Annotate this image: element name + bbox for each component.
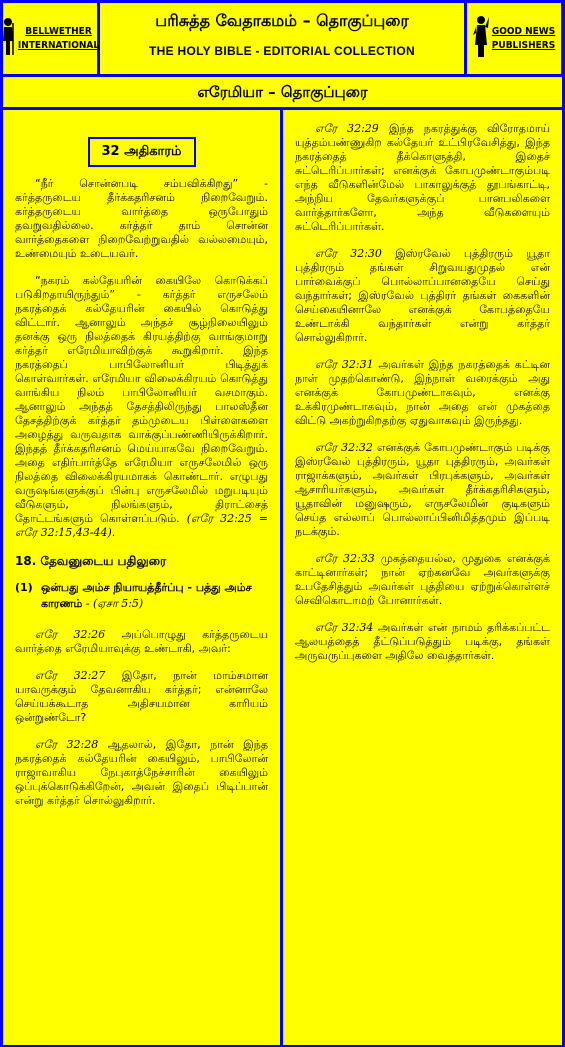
logo-right-line2: PUBLISHERS <box>491 39 556 51</box>
verse-ref: எரே 32:31 <box>315 358 374 371</box>
verse-text: இதோ, நான் மாம்சமான யாவருக்கும் தேவனாகிய கர்த்தர்; என்னாலே செய்யக்கூடாத அதிசயமான காரியம் ஒன்றுண்டோ? <box>15 669 268 724</box>
title-tamil: பரிசுத்த வேதாகமம் – தொகுப்புரை <box>155 11 409 30</box>
verse-ref: எரே 32:26 <box>35 628 106 641</box>
section-heading: 18. தேவனுடைய பதிலுரை <box>15 554 167 568</box>
verse-32-27 <box>15 669 268 725</box>
logo-right <box>467 3 561 74</box>
chapter-heading: 32 அதிகாரம் <box>88 137 196 167</box>
verse-text: அப்பொழுது கர்த்தருடைய வார்த்தை எரேமியாவுக்கு உண்டாகி, அவர்: <box>15 628 268 655</box>
verse-text: ஆதலால், இதோ, நான் இந்த நகரத்தைக் கல்தேயரின் கையிலும், பாபிலோன் ராஜாவாகிய நேபுகாத்நேச்சாரின் கையிலும் ஒப்புக்கொடுக்கிறேன், அவன் இதைப் பிடிப்பான் என்று கர்த்தர் சொல்லுகிறார். <box>15 738 268 807</box>
logo-left-line1: BELLWETHER <box>25 25 92 37</box>
verse-text: இஸ்ரவேல் புத்திரரும் யூதா புத்திரரும் தங்கள் சிறுவயதுமுதல் என் பார்வைக்குப் பொல்லாப்பானதையே செய்து வந்தார்கள்; இஸ்ரவேல் புத்திரர் தங்கள் கைகளின் செய்கையினாலே எனக்குக் கோபத்தையே உண்டாக்கி வந்தார்கள் என்று கர்த்தர் சொல்லுகிறார். <box>295 247 550 344</box>
verse-32-29 <box>295 122 550 234</box>
verse-ref: எரே 32:28 <box>35 738 99 751</box>
subsection-number: (1) <box>15 581 33 594</box>
logo-left-line2: INTERNATIONAL <box>17 39 100 51</box>
commentary-text: “நகரம் கல்தேயரின் கையிலே கொடுக்கப் படுகிறதாயிருந்தும்” - கர்த்தர் எருசலேம் நகரத்தைக் கல்தேயரின் கையில் கொடுத்து விட்டார். ஆனாலும் அந்தச் சூழ்நிலையிலும் தனக்கு ஒரு நிலத்தைக் கிரயத்திற்கு வாங்குமாறு கர்த்தர் எரேமியாவிற்குக் கூறுகிறார். இந்த நகரத்தைப் பாபிலோனியர் பிடித்துக் கொள்வார்கள். எரேமியா விலைக்கிரயம் கொடுத்து வாங்கிய நிலம் பாபிலோனியர் வசமாகும். ஆனாலும் அந்தத் தேசத்திலிருந்து பாலஸ்தீன தேசத்திற்குக் கர்த்தர் தம்முடைய பிள்ளைகளை அழைத்து வருவதாக வாக்குப்பண்ணியிருக்கிறார். இந்தத் தீர்க்கதரிசனம் மெய்யாகவே நிறைவேறும். அதை எதிர்பார்த்தே எரேமியா எருசலேமில் ஒரு நிலத்தை விலைக்கிரயமாகக் கொண்டார். எழுபது வருஷங்களுக்குப் பின்பு எருசலேமில் மறுபடியும் வீடுகளும், நிலங்களும், திராட்சைத் தோட்டங்களும் கொள்ளப்படும். <box>15 274 268 525</box>
right-column <box>283 110 562 1045</box>
verse-32-34 <box>295 621 550 663</box>
verse-text: அவர்கள் இந்த நகரத்தைக் கட்டின நாள் முதற்கொண்டு, இந்நாள் வரைக்கும் அது எனக்குக் கோபமுண்டாகவும், எனக்கு உக்கிரமுண்டாகவும், நான் அதை என் முகத்தை விட்டு அகற்றுகிறதற்கு ஏதுவாகவும் இருந்தது. <box>295 358 550 427</box>
verse-32-26 <box>15 628 268 656</box>
verse-ref: எரே 32:30 <box>315 247 382 260</box>
verse-ref: எரே 32:27 <box>35 669 106 682</box>
commentary-reference: (எரே 32:25 = எரே 32:15,43-44). <box>15 512 268 539</box>
title-english: THE HOLY BIBLE - EDITORIAL COLLECTION <box>148 44 415 58</box>
verse-32-32 <box>295 441 550 539</box>
verse-ref: எரே 32:32 <box>315 441 373 454</box>
verse-32-33 <box>295 552 550 608</box>
logo-right-line1: GOOD NEWS <box>491 25 556 37</box>
verse-text: எனக்குக் கோபமுண்டாகும் படிக்கு இஸ்ரவேல் புத்திரரும், யூதா புத்திரரும், அவர்கள் ராஜாக்களும், அவர்கள் பிரபுக்களும், அவர்கள் ஆசாரியர்களும், அவர்கள் தீர்க்கதரிசிகளும், யூதாவின் மனுஷரும், எருசலேமின் குடிகளும் செய்த எல்லாப் பொல்லாப்பினிமித்தமும் இப்படி நடக்கும். <box>295 441 550 538</box>
intro-paragraph: “நீர் சொன்னபடி சம்பவிக்கிறது” - கர்த்தருடைய தீர்க்கதரிசனம் நிறைவேறும். கர்த்தருடைய வார்த்தை ஒருபோதும் தவறுவதில்லை. கர்த்தர் தாம் சொன்ன வார்த்தைகளை நிறைவேற்றுவதில் வல்லமையும், உண்மையும் உடையவர். <box>15 177 268 260</box>
person-icon <box>1 17 15 61</box>
verse-ref: எரே 32:33 <box>315 552 375 565</box>
subsection-title: ஒன்பது அம்ச நியாயத்தீர்ப்பு - பத்து அம்ச காரணம் <box>41 581 252 610</box>
verse-ref: எரே 32:29 <box>315 122 379 135</box>
verse-text: முகத்தையல்ல, முதுகை எனக்குக் காட்டினார்கள்; நான் ஏற்கனவே அவர்களுக்கு உபதேசித்தும் அவர்கள் புத்தியை ஏற்றுக்கொள்ளச் செவிகொடாமற் போனார்கள். <box>295 552 550 607</box>
header-title <box>100 3 464 74</box>
verse-32-28 <box>15 738 268 808</box>
verse-text: அவர்கள் என் நாமம் தரிக்கப்பட்ட ஆலயத்தைத் தீட்டுப்படுத்தும் படிக்கு, தங்கள் அருவருப்புகளை அதிலே வைத்தார்கள். <box>295 621 550 662</box>
verse-text: இந்த நகரத்துக்கு விரோதமாய் யுத்தம்பண்ணுகிற கல்தேயர் உட்பிரவேசித்து, இந்த நகரத்தைத் தீக்கொளுத்தி, இதைச் சுட்டெரிப்பார்கள்; எனக்குக் கோபமுண்டாகும்படி எந்த வீடுகளின்மேல் பாகாலுக்குத் தூபங்காட்டி, அந்நிய தேவர்களுக்குப் பானபலிகளை வார்த்தார்களோ, அந்த வீடுகளையும் சுட்டெரிப்பார்கள். <box>295 122 550 233</box>
logo-left <box>3 3 100 74</box>
subsection-heading <box>15 580 268 612</box>
verse-32-30 <box>295 247 550 345</box>
verse-ref: எரே 32:34 <box>315 621 374 634</box>
left-column <box>3 110 280 1045</box>
verse-32-31 <box>295 358 550 428</box>
angel-trumpet-icon <box>473 15 489 63</box>
commentary-paragraph <box>15 274 268 540</box>
book-subtitle: எரேமியா – தொகுப்புரை <box>3 77 562 107</box>
subsection-reference: - (ஏசா 5:5) <box>85 597 144 610</box>
